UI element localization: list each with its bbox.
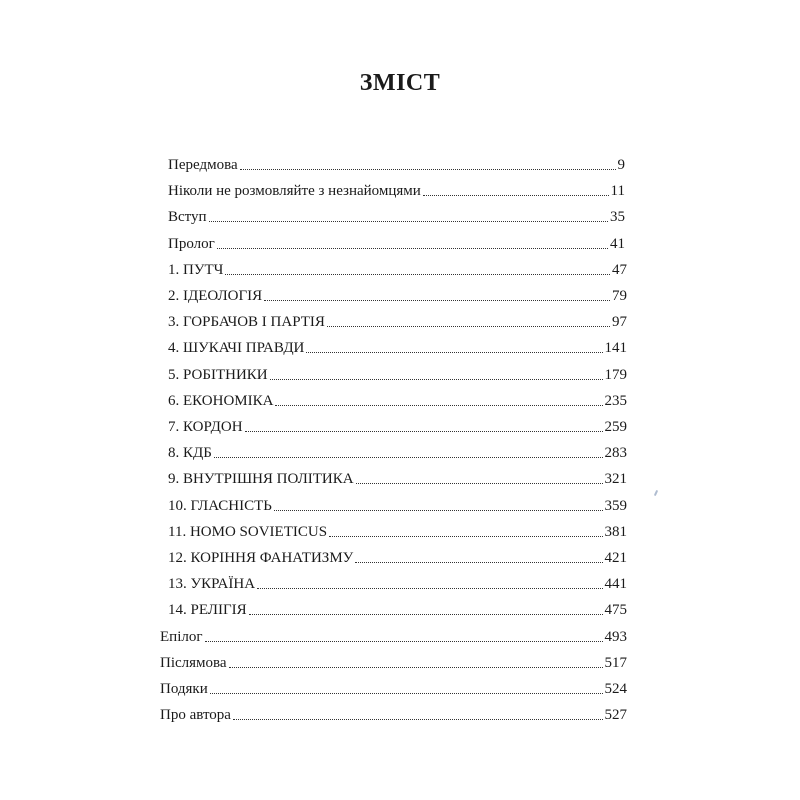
- toc-entry: [160, 646, 627, 672]
- toc-entry-page-number: 79: [612, 288, 627, 304]
- toc-entry-page-number: 35: [610, 209, 625, 226]
- toc-entry-label: 8. КДБ: [168, 445, 212, 462]
- toc-entry-label: 6. ЕКОНОМІКА: [168, 392, 274, 409]
- toc-entry-page-number: 441: [604, 576, 627, 593]
- toc-leader-dots: [205, 640, 603, 642]
- toc-entry-label: Епілог: [160, 628, 203, 645]
- toc-leader-dots: [210, 692, 603, 694]
- toc-entry-label: Післямова: [160, 654, 227, 671]
- toc-entry-page-number: 235: [604, 392, 627, 409]
- toc-entry-label: Про автора: [160, 707, 231, 724]
- toc-entry-page-number: 381: [604, 523, 627, 540]
- toc-leader-dots: [264, 299, 610, 301]
- toc-entry: [168, 200, 625, 226]
- toc-leader-dots: [245, 430, 603, 432]
- toc-entry-label: 1. ПУТЧ: [168, 261, 224, 278]
- toc-leader-dots: [423, 194, 609, 196]
- toc-entry-label: Передмова: [168, 157, 238, 173]
- toc-entry-label: 7. КОРДОН: [168, 419, 243, 435]
- toc-entry: [160, 698, 627, 724]
- toc-entry-page-number: 524: [604, 681, 627, 697]
- page-title: ЗМІСТ: [359, 70, 441, 96]
- toc-entry-label: 10. ГЛАСНІСТЬ: [168, 497, 272, 514]
- toc-entry-label: 13. УКРАЇНА: [168, 576, 256, 593]
- toc-entry-page-number: 527: [604, 707, 627, 724]
- toc-entry-label: 14. РЕЛІГІЯ: [168, 602, 247, 619]
- toc-entry: [168, 174, 625, 200]
- toc-entry: [168, 148, 625, 174]
- toc-leader-dots: [329, 535, 602, 537]
- toc-entry-label: Подяки: [160, 681, 208, 697]
- toc-entry-label: 5. РОБІТНИКИ: [168, 366, 268, 383]
- toc-entry: [168, 462, 627, 488]
- toc-entry-page-number: 97: [612, 314, 627, 331]
- toc-entry: [168, 227, 625, 253]
- toc-entry: [168, 436, 627, 462]
- toc-entry-label: 9. ВНУТРІШНЯ ПОЛІТИКА: [168, 471, 354, 488]
- toc-entry: [168, 358, 627, 384]
- toc-entry-label: Вступ: [168, 209, 207, 226]
- toc-entry-page-number: 475: [604, 602, 627, 619]
- toc-entry: [168, 541, 627, 567]
- toc-entry: [168, 489, 627, 515]
- toc-entry: [168, 253, 627, 279]
- toc-leader-dots: [257, 587, 602, 589]
- toc-entry: [168, 567, 627, 593]
- toc-entry-page-number: 11: [610, 183, 625, 200]
- toc-entry: [168, 593, 627, 619]
- toc-entry-page-number: 41: [610, 235, 625, 252]
- toc-entry-page-number: 493: [604, 628, 627, 645]
- toc-leader-dots: [355, 561, 602, 563]
- toc-entry-page-number: 283: [604, 445, 627, 462]
- toc-entry: [160, 672, 627, 698]
- toc-entry-page-number: 47: [612, 261, 627, 278]
- toc-entry: [168, 515, 627, 541]
- toc-entry: [168, 331, 627, 357]
- toc-entry-label: Ніколи не розмовляйте з незнайомцями: [168, 183, 421, 200]
- toc-leader-dots: [217, 247, 608, 249]
- toc-entry: [168, 384, 627, 410]
- toc-entry: [168, 410, 627, 436]
- toc-leader-dots: [356, 482, 603, 484]
- toc-leader-dots: [240, 168, 616, 170]
- toc-entry: [168, 279, 627, 305]
- toc-entry-page-number: 141: [604, 340, 627, 357]
- toc-entry-label: 2. ІДЕОЛОГІЯ: [168, 288, 263, 304]
- toc-entry: [168, 305, 627, 331]
- toc-entry-page-number: 421: [604, 550, 627, 566]
- toc-entry-page-number: 179: [604, 366, 627, 383]
- toc-entry: [160, 620, 627, 646]
- toc-leader-dots: [229, 666, 603, 668]
- toc-leader-dots: [233, 718, 603, 720]
- toc-leader-dots: [214, 456, 603, 458]
- toc-entry-label: 4. ШУКАЧІ ПРАВДИ: [168, 340, 305, 357]
- paper-speck: [654, 490, 658, 496]
- toc-entry-page-number: 359: [604, 497, 627, 514]
- toc-entry-label: Пролог: [168, 235, 215, 252]
- toc-entry-page-number: 321: [604, 471, 627, 488]
- toc-entry-label: 11. HOMO SOVIETICUS: [168, 523, 328, 540]
- toc-entry-label: 12. КОРІННЯ ФАНАТИЗМУ: [168, 550, 354, 566]
- toc-leader-dots: [249, 613, 603, 615]
- toc-leader-dots: [306, 351, 602, 353]
- toc-leader-dots: [275, 404, 602, 406]
- toc-entry-label: 3. ГОРБАЧОВ І ПАРТІЯ: [168, 314, 325, 331]
- toc-leader-dots: [270, 378, 603, 380]
- toc-leader-dots: [225, 273, 610, 275]
- toc-entry-page-number: 517: [604, 654, 627, 671]
- toc-entry-page-number: 259: [604, 419, 627, 435]
- toc-leader-dots: [274, 509, 603, 511]
- toc-leader-dots: [327, 325, 610, 327]
- toc-leader-dots: [209, 220, 608, 222]
- toc-entry-page-number: 9: [617, 157, 625, 173]
